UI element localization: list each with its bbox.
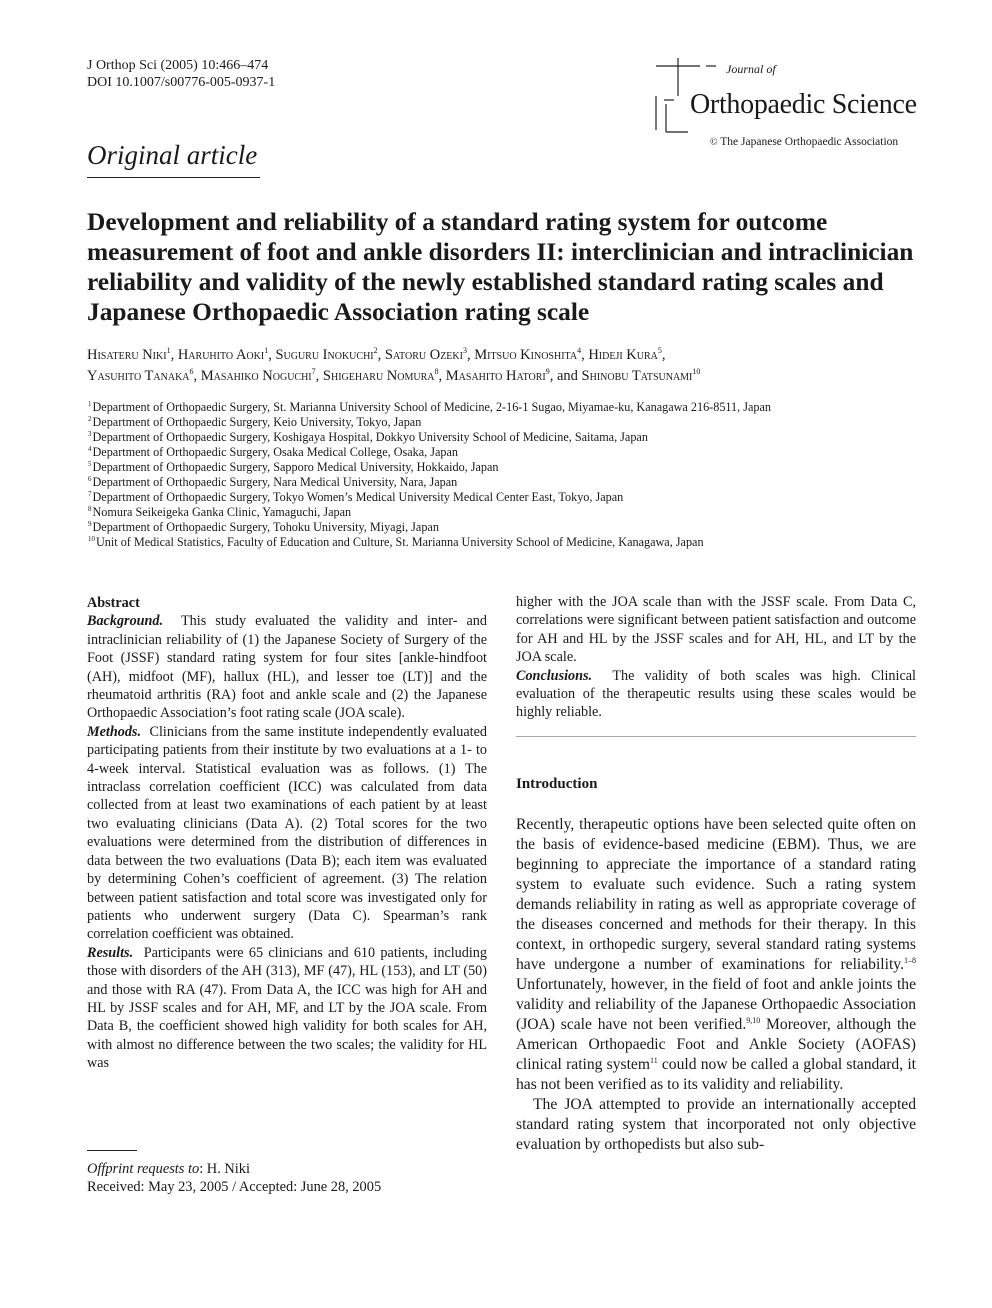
affiliation-text: Department of Orthopaedic Surgery, Koshigaya Hospital, Dokkyo University School of Medicine, Saitama, Japan — [92, 430, 648, 444]
affiliation-text: Department of Orthopaedic Surgery, Osaka Medical College, Osaka, Japan — [92, 445, 459, 459]
author-name: Mitsuo Kinoshita — [474, 347, 578, 363]
methods-text: Clinicians from the same institute independently evaluated participating patients from their institute by two evaluations at a 1- to 4-week interval. Statistical evaluation was as follows. (1) The intraclass correlation coefficient (ICC) was calculated from data collected from at least two examinations of each patient by at least two evaluating clinicians (Data A). (2) Total scores for the two evaluations were determined from the distribution of differences in data between the two evaluations (Data B); each item was evaluated by determining Cohen’s coefficient of agreement. (3) The relation between patient satisfaction and total score was investigated only for patients who underwent surgery (Data C). Spearman’s rank correlation coefficient was obtained. — [87, 723, 487, 943]
results-label: Results. — [87, 944, 134, 961]
author-affiliation-marker: 9 — [545, 367, 550, 377]
author-name: Yasuhito Tanaka — [87, 368, 190, 384]
introduction-paragraph: The JOA attempted to provide an internationally accepted standard rating system that incorporated not only objective evaluation by orthopedists but also sub- — [516, 1096, 916, 1153]
affiliation-number: 10 — [88, 534, 95, 543]
author-name: Satoru Ozeki — [384, 347, 463, 363]
affiliation-number: 1 — [88, 399, 92, 408]
methods-label: Methods. — [87, 723, 141, 740]
abstract-left-column — [87, 594, 487, 1073]
abstract-divider — [516, 736, 916, 737]
citation-block — [87, 57, 275, 91]
affiliation-number: 5 — [88, 459, 92, 468]
intro-text-d: could now be called a global standard, it has not been verified as to its validity and reliability. — [516, 1056, 916, 1093]
author-separator: , — [377, 347, 385, 363]
journal-reference: J Orthop Sci (2005) 10:466–474 — [87, 58, 269, 73]
author-name: Masahito Hatori — [445, 368, 546, 384]
abstract-conclusions — [516, 667, 916, 722]
affiliation-item — [88, 535, 928, 550]
author-separator: , — [581, 347, 589, 363]
intro-text-c: Moreover, although the American Orthopaedic Foot and Ankle Society (AOFAS) clinical rating system — [516, 1016, 917, 1073]
results-text: Participants were 65 clinicians and 610 patients, including those with disorders of the AH (313), MF (47), HL (153), and LT (50) and those with RA (47). From Data A, the ICC was high for AH and HL by JSSF scales and for AH, MF, and LT by the JOA scale. From Data B, the coefficient showed high validity for both scales for AH, with almost no difference between the two scales; the validity for HL was — [87, 944, 487, 1072]
author-affiliation-marker: 1 — [264, 346, 269, 356]
affiliation-text: Department of Orthopaedic Surgery, Keio University, Tokyo, Japan — [92, 415, 422, 429]
article-title: Development and reliability of a standard rating system for outcome measurement of foot and ankle disorders II: interclinician and intraclinician reliability and validity of the newly established standard rating scales and Japanese Orthopaedic Association rating scale — [87, 208, 914, 326]
author-separator: , — [661, 347, 666, 363]
author-name: Hideji Kura — [588, 347, 658, 363]
affiliation-item — [88, 475, 928, 490]
affiliation-number: 8 — [88, 504, 92, 513]
reference-marker: 1–8 — [904, 955, 916, 965]
affiliation-number: 3 — [88, 429, 92, 438]
journal-logo — [652, 56, 932, 156]
background-label: Background. — [87, 613, 164, 630]
affiliation-text: Nomura Seikeigeka Ganka Clinic, Yamaguchi, Japan — [92, 505, 352, 519]
affiliation-item — [88, 505, 928, 520]
affiliation-item — [88, 460, 928, 475]
author-affiliation-marker: 3 — [462, 346, 467, 356]
affiliation-text: Department of Orthopaedic Surgery, Nara Medical University, Nara, Japan — [92, 475, 458, 489]
logo-copyright-text: The Japanese Orthopaedic Association — [720, 136, 899, 148]
abstract-results — [87, 944, 487, 1073]
affiliation-text: Department of Orthopaedic Surgery, Tokyo Women’s Medical University Medical Center East, Tokyo, Japan — [92, 490, 624, 504]
affiliation-number: 9 — [88, 519, 92, 528]
introduction-body — [516, 815, 916, 1155]
received-dates: Received: May 23, 2005 / Accepted: June 28, 2005 — [87, 1179, 382, 1195]
logo-journal-of: Journal of — [726, 62, 776, 76]
affiliation-list — [88, 400, 928, 550]
author-separator: , — [268, 347, 276, 363]
affiliation-number: 2 — [88, 414, 92, 423]
footnote — [87, 1160, 381, 1196]
affiliation-text: Unit of Medical Statistics, Faculty of Education and Culture, St. Marianna University School of Medicine, Kanagawa, Japan — [96, 535, 704, 549]
affiliation-number: 6 — [88, 474, 92, 483]
affiliation-item — [88, 415, 928, 430]
author-affiliation-marker: 4 — [577, 346, 582, 356]
reference-marker: 11 — [649, 1055, 658, 1065]
author-name: Masahiko Noguchi — [200, 368, 312, 384]
reference-marker: 9,10 — [746, 1015, 761, 1025]
author-affiliation-marker: 10 — [692, 367, 701, 377]
author-affiliation-marker: 7 — [311, 367, 316, 377]
author-separator: , — [466, 347, 475, 363]
affiliation-text: Department of Orthopaedic Surgery, Tohoku University, Miyagi, Japan — [92, 520, 439, 534]
abstract-heading: Abstract — [87, 595, 140, 611]
author-affiliation-marker: 1 — [166, 346, 171, 356]
logo-journal-name: Orthopaedic Science — [690, 89, 917, 120]
introduction-paragraph — [516, 815, 916, 1095]
author-separator: , — [438, 368, 446, 384]
author-separator: , — [315, 368, 323, 384]
author-affiliation-marker: 5 — [657, 346, 662, 356]
author-affiliation-marker: 8 — [434, 367, 439, 377]
author-name: Shigeharu Nomura — [322, 368, 435, 384]
abstract-background — [87, 612, 487, 722]
affiliation-item — [88, 445, 928, 460]
affiliation-text: Department of Orthopaedic Surgery, Sapporo Medical University, Hokkaido, Japan — [92, 460, 499, 474]
footnote-rule — [87, 1150, 137, 1151]
affiliation-item — [88, 490, 928, 505]
results-continued: higher with the JOA scale than with the JSSF scale. From Data C, correlations were significant between patient satisfaction and outcome for AH and HL by the JSSF scales and for AH, HL, and LT by the JOA scale. — [516, 594, 916, 666]
copyright-icon: © — [710, 137, 718, 148]
affiliation-text: Department of Orthopaedic Surgery, St. Marianna University School of Medicine, 2-16-1 Sugao, Miyamae-ku, Kanagawa 216-8511, Japan — [92, 400, 771, 414]
conclusions-label: Conclusions. — [516, 667, 593, 684]
logo-copyright — [710, 136, 898, 148]
author-separator: , — [193, 368, 201, 384]
doi: DOI 10.1007/s00776-005-0937-1 — [87, 75, 276, 90]
conclusions-text: The validity of both scales was high. Clinical evaluation of the therapeutic results using these scales would be highly reliable. — [516, 667, 916, 721]
author-name: Shinobu Tatsunami — [581, 368, 693, 384]
author-name: Haruhito Aoki — [177, 347, 265, 363]
author-name: Hisateru Niki — [87, 347, 167, 363]
affiliation-number: 7 — [88, 489, 92, 498]
author-name: Suguru Inokuchi — [275, 347, 374, 363]
article-type: Original article — [87, 140, 258, 170]
author-separator: , and — [549, 368, 582, 384]
affiliation-item — [88, 400, 928, 415]
abstract-methods — [87, 723, 487, 944]
article-type-rule — [87, 177, 260, 178]
author-list — [87, 345, 917, 387]
author-affiliation-marker: 2 — [373, 346, 378, 356]
introduction-heading: Introduction — [516, 776, 598, 792]
intro-text-a: Recently, therapeutic options have been selected quite often on the basis of evidence-based medicine (EBM). Thus, we are beginning to appreciate the importance of a standard rating system to evaluate such evidence. Such a rating system demands reliability in rating as well as appropriate coverage of the diseases concerned and methods for their therapy. In this context, in orthopedic surgery, several standard rating systems have undergone a number of examinations for reliability. — [516, 816, 916, 973]
author-separator: , — [170, 347, 178, 363]
offprint-line — [87, 1160, 381, 1178]
offprint-label: Offprint requests to — [87, 1161, 200, 1177]
affiliation-number: 4 — [88, 444, 92, 453]
background-text: This study evaluated the validity and inter- and intraclinician reliability of (1) the Japanese Society of Surgery of the Foot (JSSF) standard rating system for four sites [ankle-hindfoot (AH), midfoot (MF), hallux (HL), and lesser toe (LT)] and the rheumatoid arthritis (RA) foot and ankle scale and (2) the Japanese Orthopaedic Association’s foot rating scale (JOA scale). — [87, 613, 487, 722]
affiliation-item — [88, 520, 928, 535]
intro-text-b: Unfortunately, however, in the field of foot and ankle joints the validity and reliability of the Japanese Orthopaedic Association (JOA) scale have not been verified. — [516, 976, 916, 1033]
offprint-name: : H. Niki — [199, 1161, 250, 1177]
abstract-right-column — [516, 593, 916, 722]
author-affiliation-marker: 6 — [189, 367, 194, 377]
affiliation-item — [88, 430, 928, 445]
